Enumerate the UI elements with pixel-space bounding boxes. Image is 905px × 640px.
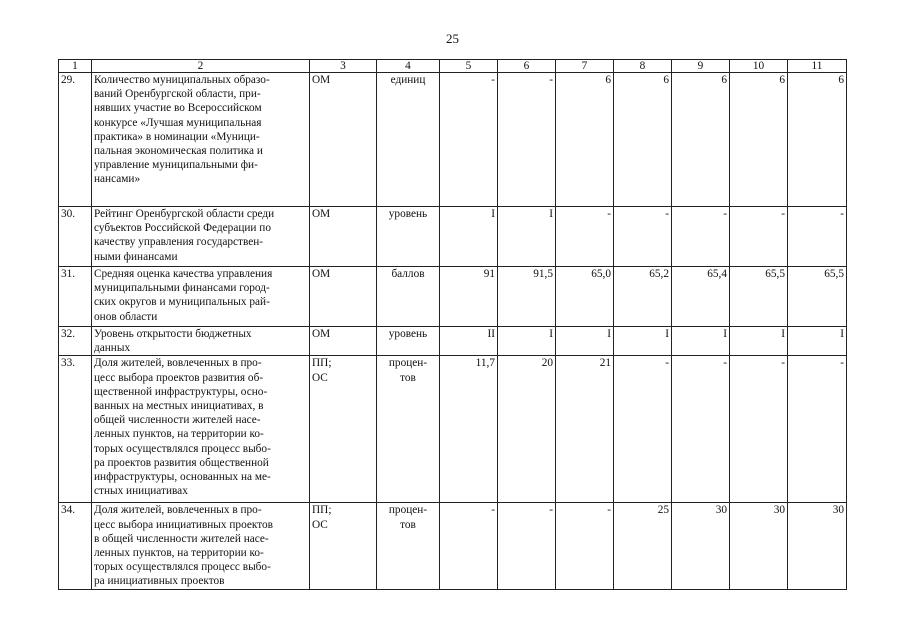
table-body xyxy=(59,73,847,590)
value-cell-col-9: 30 xyxy=(672,503,730,589)
indicator-name-line: субъектов Российской Федерации по xyxy=(94,222,271,235)
value-cell-col-5: I xyxy=(440,207,498,267)
row-number: 32. xyxy=(59,327,92,356)
value-cell-col-7: 65,0 xyxy=(556,267,614,327)
value-cell-col-10: 6 xyxy=(730,73,788,207)
table-row xyxy=(59,267,847,327)
indicator-name-line: общей численности жителей насе- xyxy=(94,414,261,427)
table-row xyxy=(59,73,847,207)
indicator-name-line: ра инициативных проектов xyxy=(94,575,225,588)
value-cell-col-8: - xyxy=(614,207,672,267)
row-number: 31. xyxy=(59,267,92,327)
indicator-name-line: ленных пунктов, на территории ко- xyxy=(94,547,264,560)
value-cell-col-11: 30 xyxy=(788,503,847,589)
indicator-name-line: ными финансами xyxy=(94,250,178,263)
column-header-3: 3 xyxy=(310,60,377,73)
value-cell-col-8: 65,2 xyxy=(614,267,672,327)
value-cell-col-5: - xyxy=(440,73,498,207)
column-header-7: 7 xyxy=(556,60,614,73)
value-cell-col-6: I xyxy=(498,327,556,356)
value-cell-col-8: - xyxy=(614,356,672,503)
indicator-name xyxy=(92,207,310,267)
indicator-name-line: ра проектов развития общественной xyxy=(94,456,269,469)
value-cell-col-7: 6 xyxy=(556,73,614,207)
table-row xyxy=(59,207,847,267)
value-cell-col-7: I xyxy=(556,327,614,356)
indicator-name-line: муниципальными финансами город- xyxy=(94,282,270,295)
indicator-name-line: ленных пунктов, на территории ко- xyxy=(94,428,264,441)
indicator-name-line: Рейтинг Оренбургской области среди xyxy=(94,208,275,220)
indicator-source xyxy=(310,503,377,589)
indicator-unit-line: тов xyxy=(400,518,416,531)
indicator-name-line: онов области xyxy=(94,310,158,323)
indicator-name-line: Доля жителей, вовлеченных в про- xyxy=(94,504,262,517)
indicator-source-line: ОС xyxy=(312,371,328,384)
indicator-source xyxy=(310,267,377,327)
indicator-name-line: торых осуществлялся процесс выбо- xyxy=(94,561,271,574)
indicator-name-line: торых осуществлялся процесс выбо- xyxy=(94,442,271,455)
indicator-name-line: Средняя оценка качества управления xyxy=(94,268,273,280)
indicator-source-line: ОМ xyxy=(312,328,331,340)
column-header-4: 4 xyxy=(377,60,440,73)
indicator-unit-line: баллов xyxy=(391,268,425,280)
row-number: 33. xyxy=(59,356,92,503)
value-cell-col-5: 11,7 xyxy=(440,356,498,503)
indicator-name-line: инфраструктуры, основанных на ме- xyxy=(94,471,271,484)
column-number-row xyxy=(59,60,847,73)
table-row xyxy=(59,327,847,356)
indicator-source-line: ОС xyxy=(312,518,328,531)
indicator-name-line: цесс выбора проектов развития об- xyxy=(94,371,264,384)
value-cell-col-8: I xyxy=(614,327,672,356)
value-cell-col-11: - xyxy=(788,207,847,267)
value-cell-col-9: 65,4 xyxy=(672,267,730,327)
indicator-name-line: практика» в номинации «Муници- xyxy=(94,130,260,143)
indicator-name-line: в общей численности жителей насе- xyxy=(94,532,269,545)
value-cell-col-10: I xyxy=(730,327,788,356)
value-cell-col-7: - xyxy=(556,503,614,589)
indicator-unit xyxy=(377,73,440,207)
indicator-unit xyxy=(377,327,440,356)
value-cell-col-6: - xyxy=(498,503,556,589)
table-row xyxy=(59,503,847,589)
indicator-source xyxy=(310,356,377,503)
value-cell-col-9: - xyxy=(672,356,730,503)
table-row xyxy=(59,356,847,503)
indicator-name-line: Количество муниципальных образо- xyxy=(94,74,270,86)
indicator-source xyxy=(310,73,377,207)
indicator-unit xyxy=(377,207,440,267)
value-cell-col-9: 6 xyxy=(672,73,730,207)
indicator-unit xyxy=(377,503,440,589)
indicator-name-line: Доля жителей, вовлеченных в про- xyxy=(94,357,262,370)
indicator-name-line: ваний Оренбургской области, при- xyxy=(94,88,261,101)
indicator-unit-line: уровень xyxy=(388,208,428,220)
value-cell-col-6: I xyxy=(498,207,556,267)
column-header-6: 6 xyxy=(498,60,556,73)
value-cell-col-11: - xyxy=(788,356,847,503)
indicator-unit xyxy=(377,267,440,327)
indicator-unit-line: процен- xyxy=(388,504,428,517)
indicator-source-line: ОМ xyxy=(312,268,331,280)
indicator-source-line: ОМ xyxy=(312,208,331,220)
indicator-name-line: щественной инфраструктуры, осно- xyxy=(94,385,268,398)
column-header-2: 2 xyxy=(92,60,310,73)
indicator-unit-line: процен- xyxy=(388,357,428,370)
value-cell-col-10: - xyxy=(730,356,788,503)
indicator-name-line: стных инициативах xyxy=(94,485,188,498)
value-cell-col-9: I xyxy=(672,327,730,356)
indicator-name xyxy=(92,327,310,356)
value-cell-col-5: - xyxy=(440,503,498,589)
value-cell-col-5: II xyxy=(440,327,498,356)
value-cell-col-6: - xyxy=(498,73,556,207)
indicator-unit-line: уровень xyxy=(388,328,428,340)
indicator-name-line: нансами» xyxy=(94,173,141,186)
indicator-source-line: ОМ xyxy=(312,74,331,86)
column-header-1: 1 xyxy=(59,60,92,73)
value-cell-col-10: - xyxy=(730,207,788,267)
column-header-10: 10 xyxy=(730,60,788,73)
indicator-name-line: данных xyxy=(94,342,131,355)
indicator-name-line: ских округов и муниципальных рай- xyxy=(94,296,270,309)
value-cell-col-11: I xyxy=(788,327,847,356)
value-cell-col-7: 21 xyxy=(556,356,614,503)
value-cell-col-6: 91,5 xyxy=(498,267,556,327)
column-header-11: 11 xyxy=(788,60,847,73)
indicator-name-line: цесс выбора инициативных проектов xyxy=(94,518,273,531)
value-cell-col-9: - xyxy=(672,207,730,267)
indicator-name-line: управление муниципальными фи- xyxy=(94,159,258,172)
indicator-unit-line: тов xyxy=(400,371,416,384)
indicator-source xyxy=(310,327,377,356)
value-cell-col-6: 20 xyxy=(498,356,556,503)
indicator-name xyxy=(92,356,310,503)
value-cell-col-11: 65,5 xyxy=(788,267,847,327)
column-header-9: 9 xyxy=(672,60,730,73)
value-cell-col-8: 25 xyxy=(614,503,672,589)
indicator-name xyxy=(92,73,310,207)
row-number: 34. xyxy=(59,503,92,589)
column-header-8: 8 xyxy=(614,60,672,73)
indicator-name-line: нявших участие во Всероссийском xyxy=(94,102,262,115)
value-cell-col-11: 6 xyxy=(788,73,847,207)
column-header-5: 5 xyxy=(440,60,498,73)
indicator-name-line: конкурсе «Лучшая муниципальная xyxy=(94,116,262,129)
indicator-name-line: пальная экономическая политика и xyxy=(94,145,263,158)
indicator-source-line: ПП; xyxy=(312,357,332,370)
indicator-name xyxy=(92,503,310,589)
indicator-table xyxy=(58,59,847,590)
indicator-name-line: ванных на местных инициативах, в xyxy=(94,400,264,413)
indicator-source-line: ПП; xyxy=(312,504,332,517)
value-cell-col-10: 65,5 xyxy=(730,267,788,327)
indicator-name-line: качеству управления государствен- xyxy=(94,236,264,249)
row-number: 30. xyxy=(59,207,92,267)
indicator-name xyxy=(92,267,310,327)
indicator-unit xyxy=(377,356,440,503)
indicator-name-line: Уровень открытости бюджетных xyxy=(94,328,252,340)
value-cell-col-5: 91 xyxy=(440,267,498,327)
value-cell-col-8: 6 xyxy=(614,73,672,207)
value-cell-col-7: - xyxy=(556,207,614,267)
value-cell-col-10: 30 xyxy=(730,503,788,589)
row-number: 29. xyxy=(59,73,92,207)
indicator-unit-line: единиц xyxy=(390,74,426,86)
indicator-source xyxy=(310,207,377,267)
page-number: 25 xyxy=(446,31,459,46)
